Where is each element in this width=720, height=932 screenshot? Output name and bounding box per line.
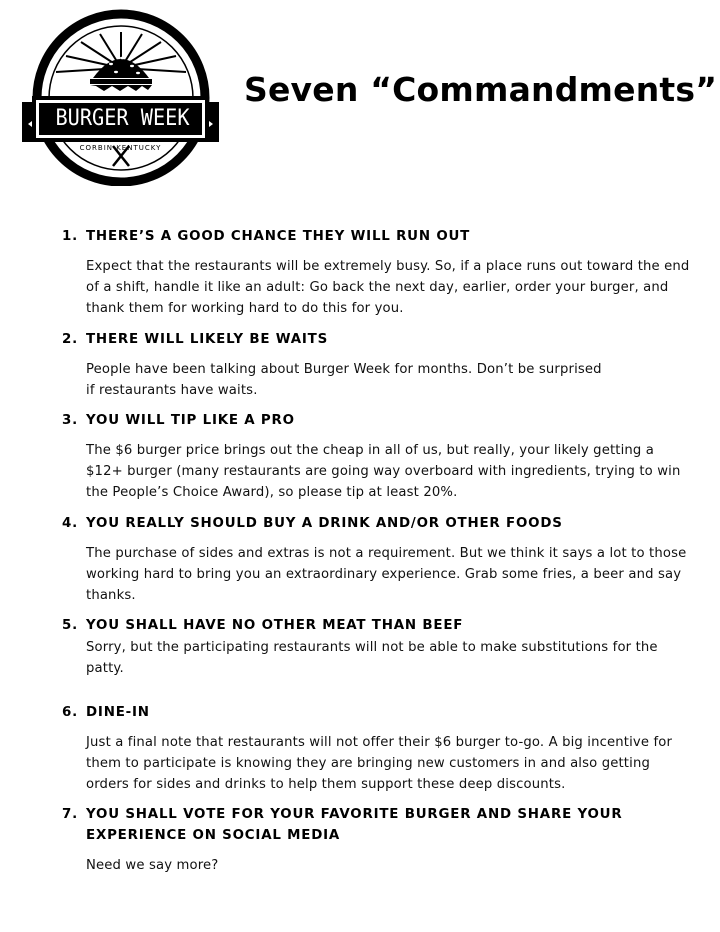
logo-sub-text: CORBIN KENTUCKY bbox=[79, 144, 162, 152]
commandment-item-7 bbox=[62, 804, 692, 876]
logo-main-text: BURGER WEEK bbox=[55, 106, 190, 131]
commandment-item-4 bbox=[62, 513, 692, 607]
commandment-heading bbox=[62, 513, 692, 534]
page-title: Seven “Commandments” bbox=[244, 70, 718, 109]
commandment-number: 4. bbox=[62, 515, 79, 531]
commandment-number: 3. bbox=[62, 413, 79, 429]
commandment-heading bbox=[62, 329, 692, 350]
commandment-heading bbox=[62, 615, 692, 636]
commandment-body: Just a final note that restaurants will not offer their $6 burger to-go. A big incentive for them to participate is knowing they are bringing new customers in and also getting orders for sides and drinks to help them support these deep discounts. bbox=[86, 734, 673, 793]
commandment-title: THERE WILL LIKELY BE WAITS bbox=[86, 331, 329, 347]
commandment-item-6 bbox=[62, 702, 692, 796]
commandment-heading bbox=[62, 410, 692, 431]
commandment-body: Need we say more? bbox=[86, 858, 219, 874]
commandment-number: 2. bbox=[62, 331, 79, 347]
commandment-number: 7. bbox=[62, 807, 79, 823]
commandment-item-2 bbox=[62, 329, 692, 401]
burger-week-logo-graphic bbox=[18, 6, 223, 186]
commandment-number: 1. bbox=[62, 229, 79, 244]
commandment-title: YOU REALLY SHOULD BUY A DRINK AND/OR OTHER FOODS bbox=[86, 515, 563, 531]
commandment-body: Sorry, but the participating restaurants will not be able to make substitutions for the patty. bbox=[86, 640, 658, 677]
commandment-title: DINE-IN bbox=[86, 704, 150, 720]
commandment-number: 5. bbox=[62, 618, 79, 634]
burger-week-logo bbox=[18, 6, 223, 186]
commandment-title: YOU SHALL HAVE NO OTHER MEAT THAN BEEF bbox=[86, 618, 464, 634]
commandments-list bbox=[62, 226, 692, 876]
commandment-body: The $6 burger price brings out the cheap in all of us, but really, your likely getting a $12+ burger (many restaurants are going way overboard with ingredients, trying to win the People’s Choice Award), so please tip at least 20%. bbox=[86, 443, 681, 501]
commandment-title: YOU SHALL VOTE FOR YOUR FAVORITE BURGER AND SHARE YOUR EXPERIENCE ON SOCIAL MEDIA bbox=[86, 807, 623, 844]
commandment-heading bbox=[62, 226, 692, 247]
commandment-number: 6. bbox=[62, 704, 79, 720]
commandment-heading bbox=[62, 804, 692, 846]
commandment-title: THERE’S A GOOD CHANCE THEY WILL RUN OUT bbox=[86, 229, 471, 244]
commandment-item-1 bbox=[62, 226, 692, 320]
commandment-heading bbox=[62, 702, 692, 723]
commandment-item-3 bbox=[62, 410, 692, 504]
commandment-title: YOU WILL TIP LIKE A PRO bbox=[86, 413, 295, 429]
commandment-body: People have been talking about Burger Week for months. Don’t be surprised if restaurants have waits. bbox=[86, 361, 602, 398]
commandment-body: The purchase of sides and extras is not a requirement. But we think it says a lot to those working hard to bring you an extraordinary experience. Grab some fries, a beer and say thanks. bbox=[86, 545, 687, 604]
commandment-body: Expect that the restaurants will be extremely busy. So, if a place runs out toward the end of a shift, handle it like an adult: Go back the next day, earlier, order your burger, and thank them for working hard to do this for you. bbox=[86, 259, 690, 317]
commandment-item-5 bbox=[62, 615, 692, 679]
